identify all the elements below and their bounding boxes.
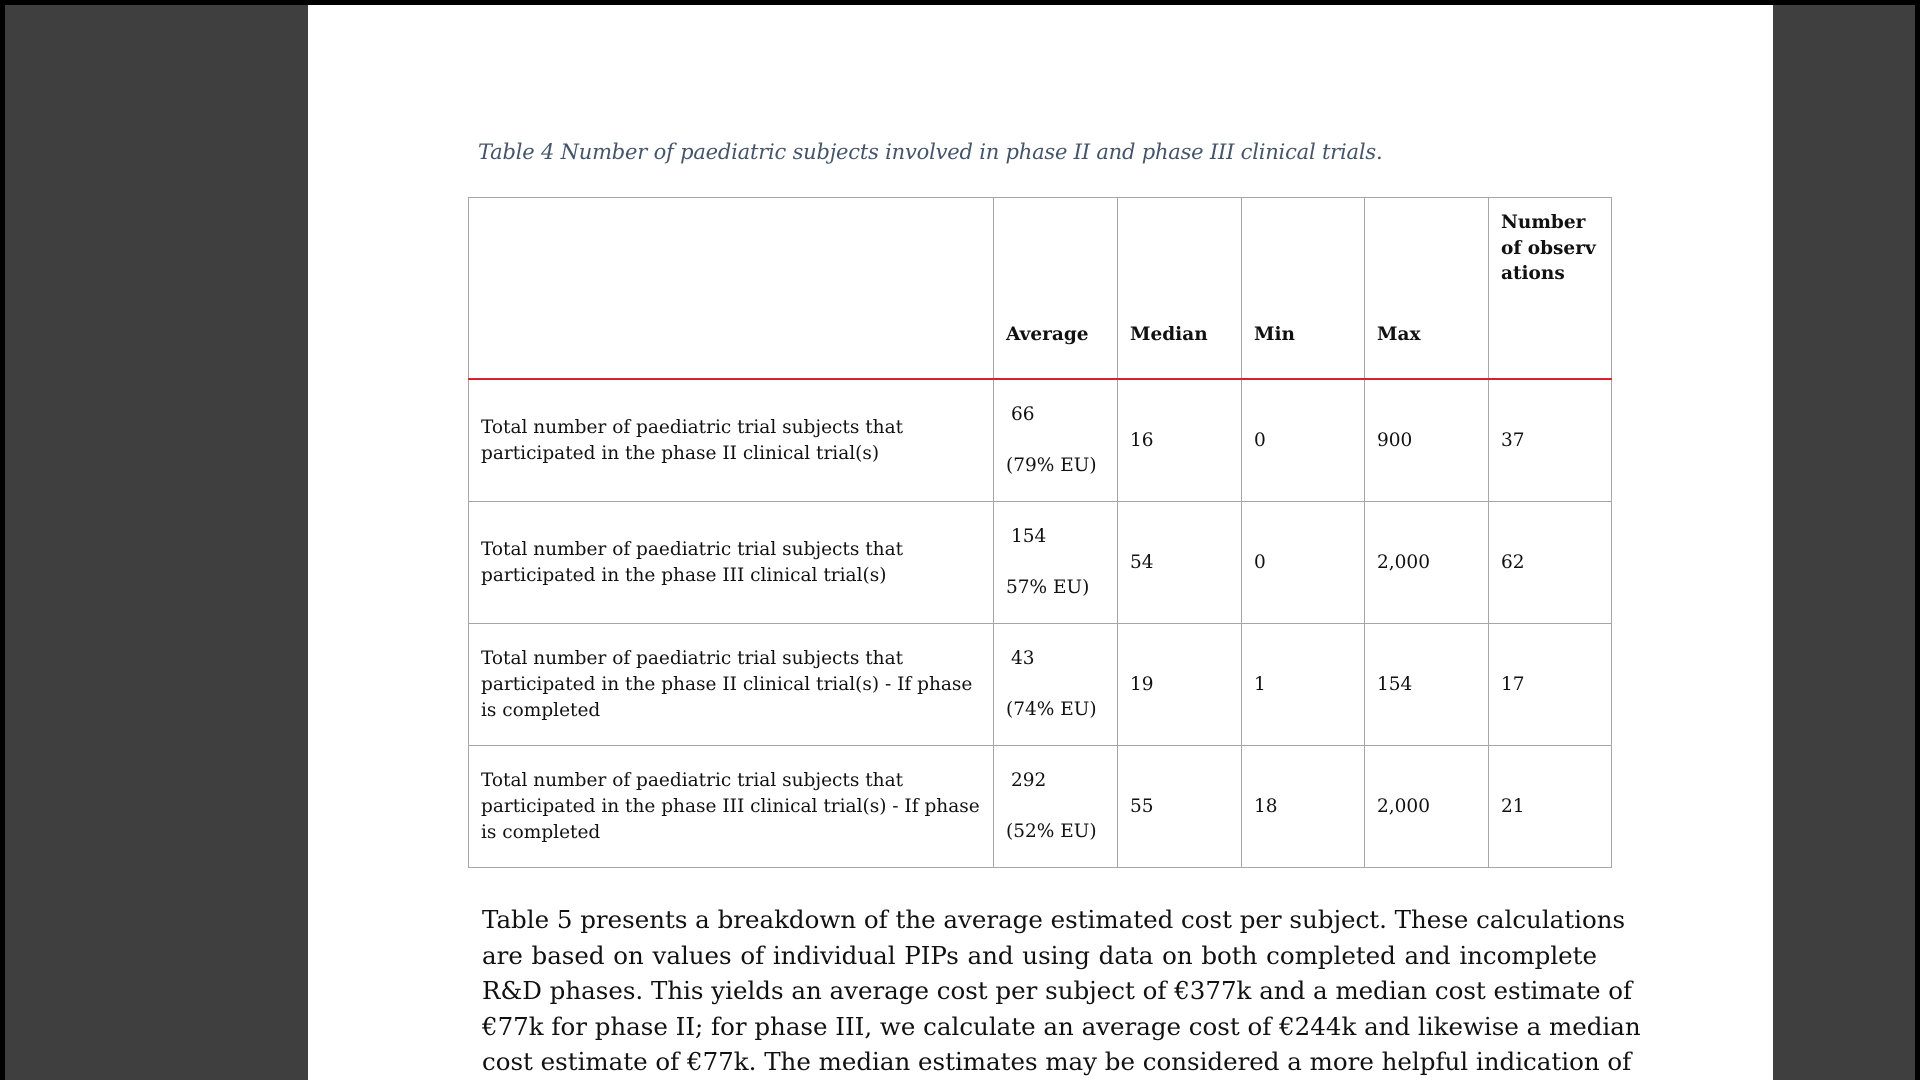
cell-min: 18 [1242,746,1365,868]
cell-observations: 21 [1489,746,1612,868]
cell-average [994,379,1118,502]
cell-median: 55 [1118,746,1242,868]
cell-average [994,624,1118,746]
average-eu-share: (79% EU) [1006,455,1097,476]
average-value: 154 [1011,526,1047,547]
cell-average [994,502,1118,624]
cell-median: 54 [1118,502,1242,624]
header-min: Min [1242,198,1365,380]
table-row [469,502,1612,624]
body-paragraph [482,902,1641,1080]
cell-min: 0 [1242,502,1365,624]
paragraph-line: cost estimate of €77k. The median estimates may be considered a more helpful indication of [482,1047,1632,1076]
header-observations: Number of observations [1489,198,1612,380]
average-value: 43 [1011,648,1035,669]
paragraph-line: Table 5 presents a breakdown of the average estimated cost per subject. These calculations [482,905,1626,934]
paragraph-line: R&D phases. This yields an average cost per subject of €377k and a median cost estimate of [482,976,1633,1005]
table-row [469,379,1612,502]
cell-max: 2,000 [1365,502,1489,624]
cell-observations: 62 [1489,502,1612,624]
table-row [469,746,1612,868]
average-value: 292 [1011,770,1047,791]
document-viewer[interactable] [5,5,1915,1080]
document-page [308,5,1773,1080]
cell-min: 0 [1242,379,1365,502]
row-label: Total number of paediatric trial subjects that participated in the phase II clinical trial(s) - If phase is completed [469,624,994,746]
cell-observations: 37 [1489,379,1612,502]
row-label: Total number of paediatric trial subjects that participated in the phase III clinical trial(s) [469,502,994,624]
row-label: Total number of paediatric trial subjects that participated in the phase III clinical trial(s) - If phase is completed [469,746,994,868]
header-average: Average [994,198,1118,380]
average-value: 66 [1011,404,1035,425]
row-label: Total number of paediatric trial subjects that participated in the phase II clinical trial(s) [469,379,994,502]
cell-max: 900 [1365,379,1489,502]
table-caption: Table 4 Number of paediatric subjects involved in phase II and phase III clinical trials. [478,140,1383,164]
cell-observations: 17 [1489,624,1612,746]
paragraph-line: €77k for phase II; for phase III, we calculate an average cost of €244k and likewise a median [482,1011,1641,1041]
cell-median: 19 [1118,624,1242,746]
table-row [469,624,1612,746]
header-median: Median [1118,198,1242,380]
cell-average [994,746,1118,868]
cell-max: 154 [1365,624,1489,746]
cell-median: 16 [1118,379,1242,502]
paediatric-subjects-table [468,197,1612,868]
header-max: Max [1365,198,1489,380]
average-eu-share: (74% EU) [1006,699,1097,720]
average-eu-share: (52% EU) [1006,821,1097,842]
paragraph-line: are based on values of individual PIPs and using data on both completed and incomplete [482,940,1597,970]
average-eu-share: 57% EU) [1006,577,1090,598]
header-label-cell [469,198,994,380]
cell-max: 2,000 [1365,746,1489,868]
table-header-row [469,198,1612,380]
cell-min: 1 [1242,624,1365,746]
